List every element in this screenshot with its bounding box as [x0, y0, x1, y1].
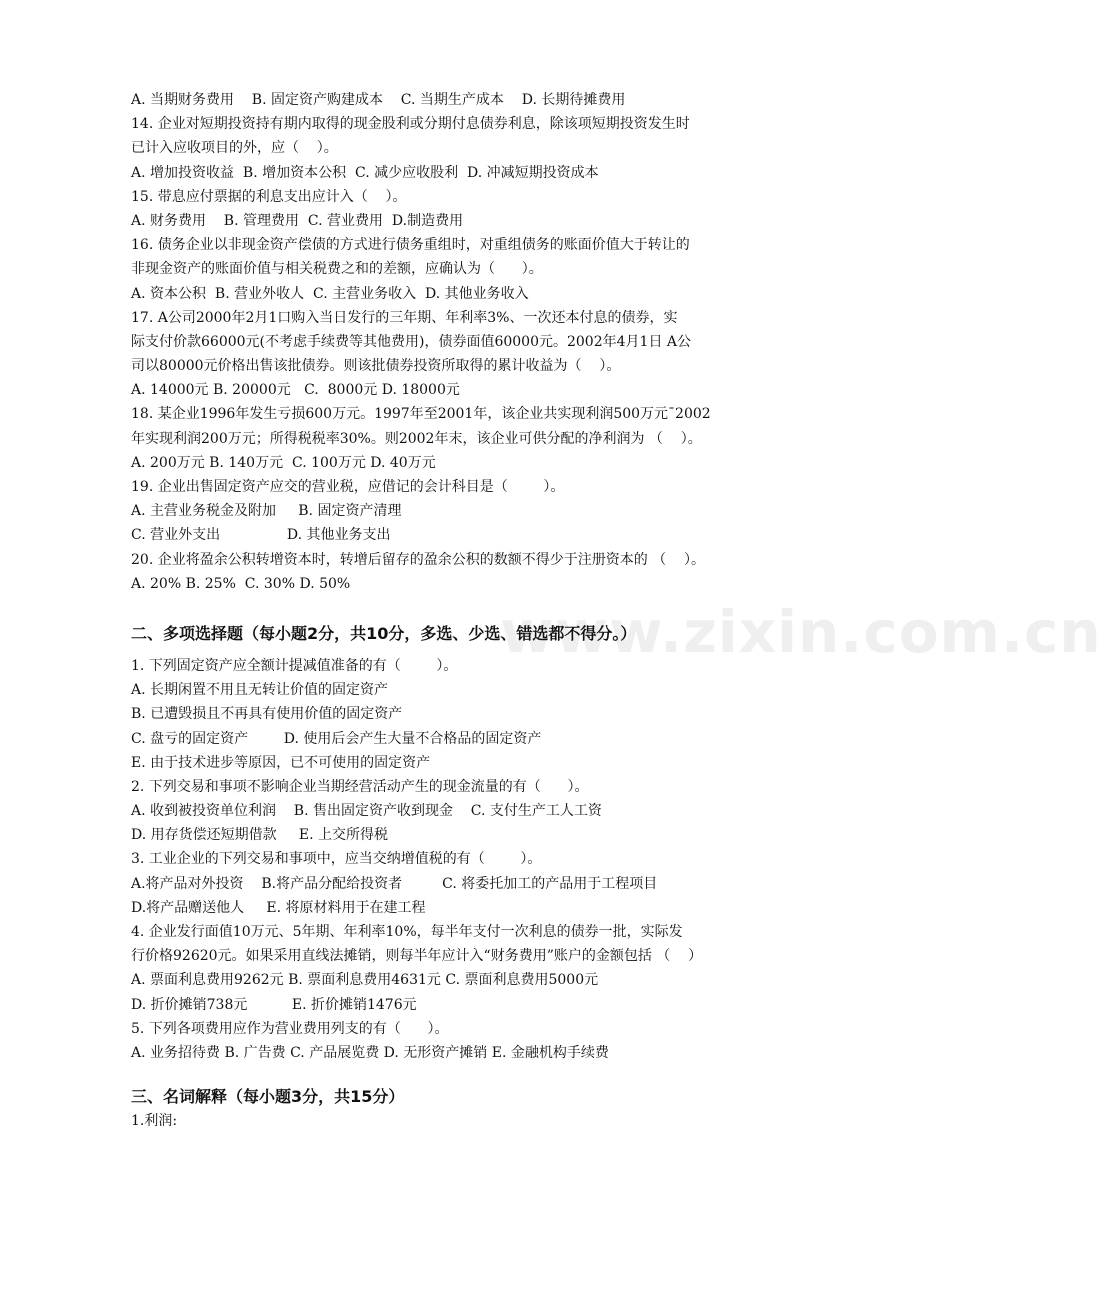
term-explanation-section: [131, 1109, 791, 1133]
text-line: A. 资本公积 B. 营业外收人 C. 主营业务收入 D. 其他业务收入: [131, 285, 529, 302]
multiple-choice-heading: 二、多项选择题（每小题2分，共10分，多选、少选、错选都不得分。）: [131, 623, 637, 643]
text-line: 20. 企业将盈余公积转增资本时，转增后留存的盈余公积的数额不得少于注册资本的 （ ）。: [131, 551, 705, 568]
text-line: 2. 下列交易和事项不影响企业当期经营活动产生的现金流量的有（ ）。: [131, 778, 589, 795]
text-line: A. 收到被投资单位利润 B. 售出固定资产收到现金 C. 支付生产工人工资: [131, 803, 602, 820]
text-line: 15. 带息应付票据的利息支出应计入（ ）。: [131, 188, 407, 205]
text-line: A. 20% B. 25% C. 30% D. 50%: [131, 575, 351, 592]
text-line: 17. A公司2000年2月1口购入当日发行的三年期、年利率3%、一次还本付息的债券，实: [131, 309, 678, 326]
text-line: 3. 工业企业的下列交易和事项中，应当交纳增值税的有（ ）。: [131, 851, 542, 868]
text-line: D.将产品赠送他人 E. 将原材料用于在建工程: [131, 899, 426, 916]
text-line: A. 增加投资收益 B. 增加资本公积 C. 减少应收股利 D. 冲减短期投资成本: [131, 164, 599, 181]
text-line: A. 票面利息费用9262元 B. 票面利息费用4631元 C. 票面利息费用5000元: [131, 972, 599, 989]
text-line: 司以80000元价格出售该批债券。则该批债券投资所取得的累计收益为（ ）。: [131, 358, 621, 375]
exam-content: [131, 88, 791, 1133]
watermark: www.zixin.com.cn: [500, 598, 1102, 666]
text-line: E. 由于技术进步等原因，已不可使用的固定资产: [131, 754, 431, 771]
text-line: A. 业务招待费 B. 广告费 C. 产品展览费 D. 无形资产摊销 E. 金融机构手续费: [131, 1044, 609, 1061]
text-line: B. 已遭毁损且不再具有使用价值的固定资产: [131, 706, 403, 723]
text-line: A. 14000元 B. 20000元 C. 8000元 D. 18000元: [131, 382, 460, 399]
section-gap: [131, 1065, 791, 1085]
text-line: A. 主营业务税金及附加 B. 固定资产清理: [131, 503, 402, 520]
text-line: 16. 债务企业以非现金资产偿债的方式进行债务重组时，对重组债务的账面价值大于转让的: [131, 237, 690, 254]
text-line: 1.利润:: [131, 1113, 178, 1130]
text-line: A. 200万元 B. 140万元 C. 100万元 D. 40万元: [131, 454, 436, 471]
text-line: A. 财务费用 B. 管理费用 C. 营业费用 D.制造费用: [131, 212, 464, 229]
term-explanation-heading: 三、名词解释（每小题3分，共15分）: [131, 1087, 405, 1107]
text-line: 1. 下列固定资产应全额计提减值准备的有（ ）。: [131, 657, 458, 674]
text-line: D. 用存货偿还短期借款 E. 上交所得税: [131, 827, 388, 844]
text-line: 际支付价款66000元(不考虑手续费等其他费用)，债券面值60000元。2002年4月1日 A公: [131, 333, 691, 350]
section-gap: [131, 646, 791, 654]
text-line: C. 营业外支出 D. 其他业务支出: [131, 527, 391, 544]
multiple-choice-section: [131, 654, 791, 1065]
text-line: D. 折价摊销738元 E. 折价摊销1476元: [131, 996, 417, 1013]
text-line: C. 盘亏的固定资产 D. 使用后会产生大量不合格品的固定资产: [131, 730, 542, 747]
text-line: 非现金资产的账面价值与相关税费之和的差额，应确认为（ ）。: [131, 261, 543, 278]
text-line: 5. 下列各项费用应作为营业费用列支的有（ ）。: [131, 1020, 449, 1037]
text-line: 行价格92620元。如果采用直线法摊销，则每半年应计入“财务费用”账户的金额包括 （ ）: [131, 948, 703, 965]
single-choice-section: [131, 88, 791, 596]
text-line: 4. 企业发行面值10万元、5年期、年利率10%，每半年支付一次利息的债券一批，实际发: [131, 924, 683, 940]
text-line: A.将产品对外投资 B.将产品分配给投资者 C. 将委托加工的产品用于工程项目: [131, 875, 658, 892]
text-line: A. 长期闲置不用且无转让价值的固定资产: [131, 682, 389, 699]
text-line: 年实现利润200万元；所得税税率30%。则2002年末，该企业可供分配的净利润为 （ ）。: [131, 430, 702, 447]
text-line: A. 当期财务费用 B. 固定资产购建成本 C. 当期生产成本 D. 长期待摊费用: [131, 92, 626, 108]
text-line: 已计入应收项目的外，应（ ）。: [131, 140, 338, 157]
text-line: 14. 企业对短期投资持有期内取得的现金股利或分期付息债券利息，除该项短期投资发生时: [131, 116, 690, 133]
text-line: 18. 某企业1996年发生亏损600万元。1997年至2001年，该企业共实现利润500万元¯2002: [131, 406, 711, 423]
text-line: 19. 企业出售固定资产应交的营业税，应借记的会计科目是（ ）。: [131, 479, 565, 495]
section-gap: [131, 596, 791, 622]
